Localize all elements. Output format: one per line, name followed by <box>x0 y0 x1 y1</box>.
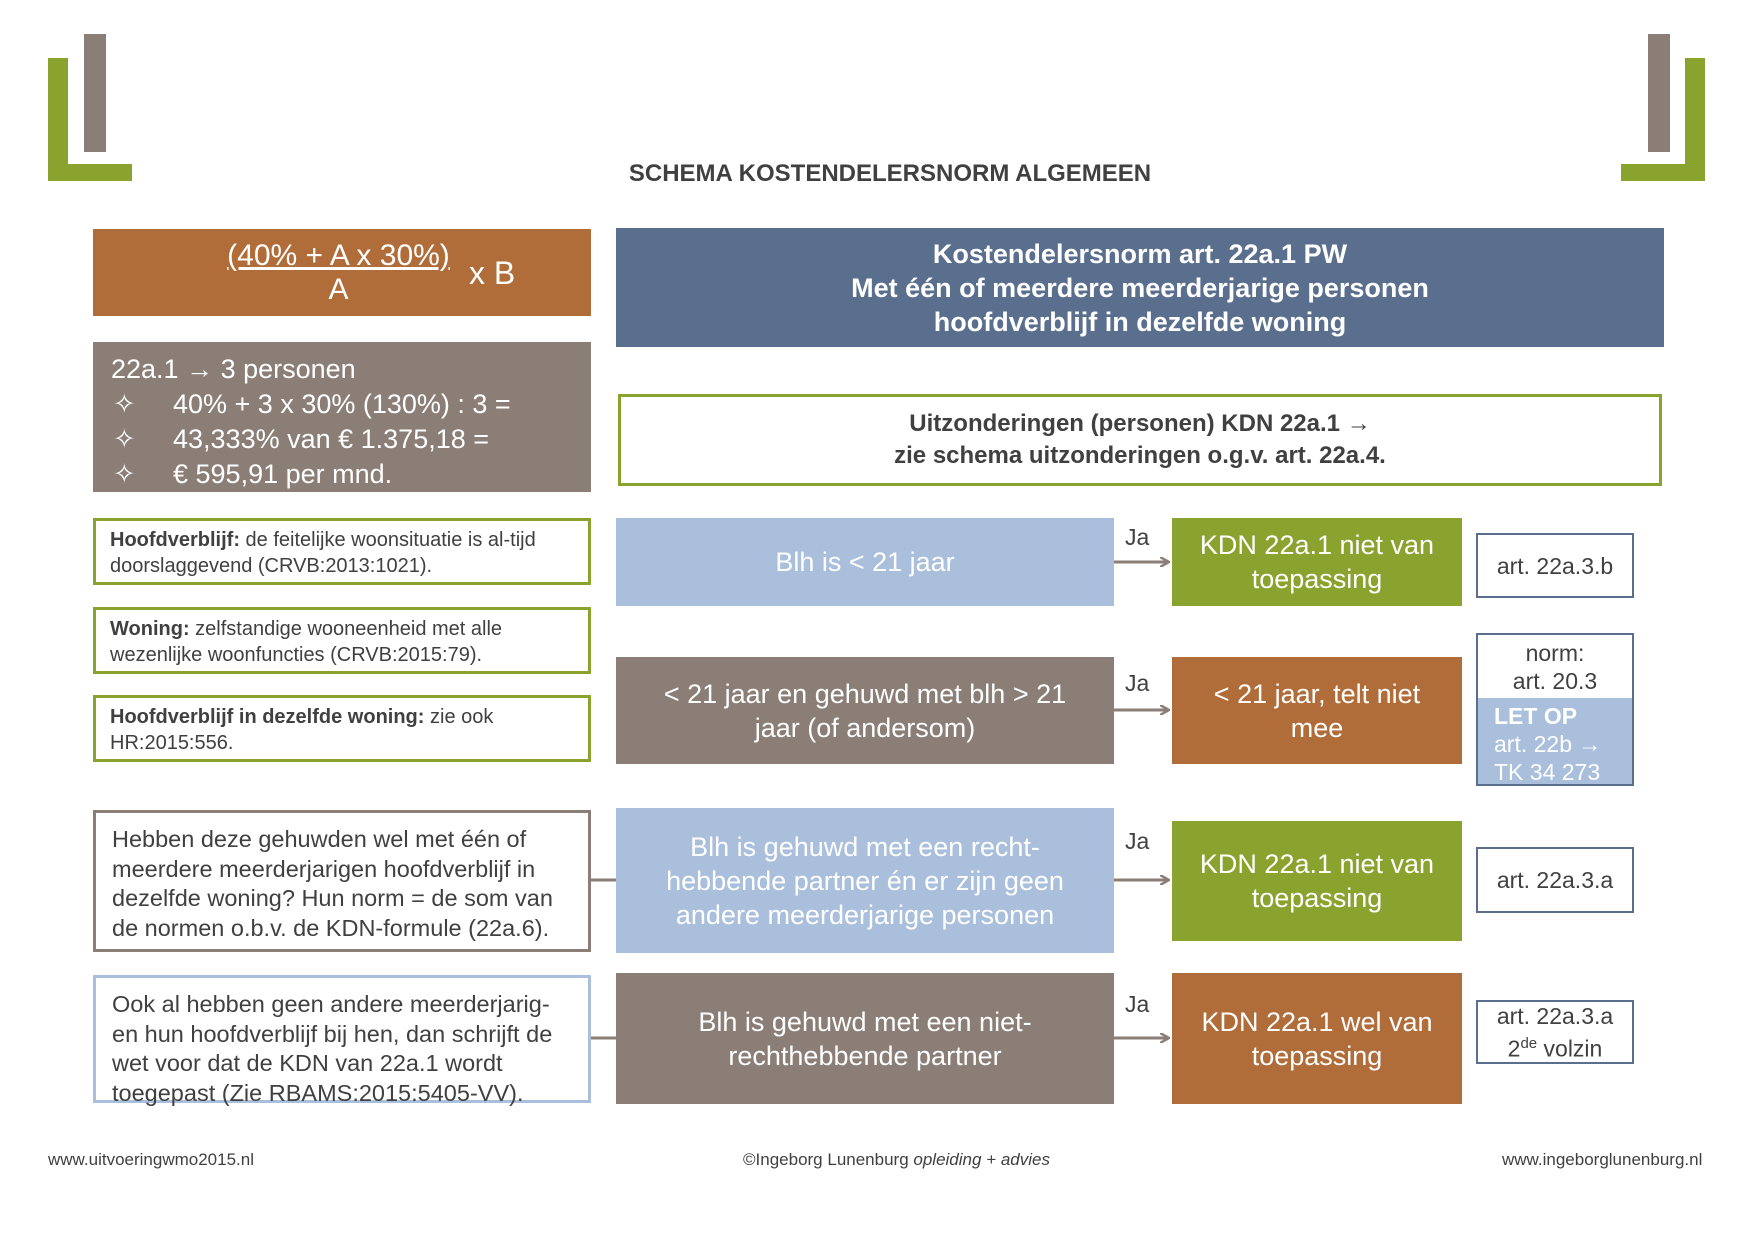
article-reference: art. 22a.3.b <box>1476 533 1634 598</box>
condition-box: Blh is gehuwd met een recht-hebbende partner én er zijn geen andere meerderjarige personen <box>616 808 1114 953</box>
answer-label: Ja <box>1125 524 1150 550</box>
result-box: KDN 22a.1 wel van toepassing <box>1172 973 1462 1104</box>
footer-right-url: www.ingeborglunenburg.nl <box>1502 1150 1703 1169</box>
condition-box: Blh is gehuwd met een niet-rechthebbende partner <box>616 973 1114 1104</box>
example-item: ✧ 43,333% van € 1.375,18 = <box>111 422 591 457</box>
footer-copyright: ©Ingeborg Lunenburg opleiding + advies <box>743 1150 1050 1169</box>
formula-numerator: (40% + A x 30%) <box>227 239 450 272</box>
star-bullet-icon: ✧ <box>113 424 136 454</box>
result-box: KDN 22a.1 niet van toepassing <box>1172 821 1462 941</box>
page-title: SCHEMA KOSTENDELERSNORM ALGEMEEN <box>628 160 1152 187</box>
star-bullet-icon: ✧ <box>113 459 136 489</box>
definition-hoofdverblijf: Hoofdverblijf: de feitelijke woonsituatie is al-tijd doorslaggevend (CRVB:2013:1021). <box>93 518 591 585</box>
footer-left-url: www.uitvoeringwmo2015.nl <box>48 1150 254 1169</box>
example-item: ✧ 40% + 3 x 30% (130%) : 3 = <box>111 387 591 422</box>
example-item: ✧ € 595,91 per mnd. <box>111 457 591 492</box>
note-gehuwden: Hebben deze gehuwden wel met één of meerdere meerderjarigen hoofdverblijf in dezelfde woning? Hun norm = de som van de normen o.b.v. de KDN-formule (22a.6). <box>93 810 591 952</box>
answer-label: Ja <box>1125 991 1150 1017</box>
note-wet: Ook al hebben geen andere meerderjarig-en hun hoofdverblijf bij hen, dan schrijft de wet voor dat de KDN van 22a.1 wordt toegepast (Zie RBAMS:2015:5405-VV). <box>93 975 591 1103</box>
exceptions-box: Uitzonderingen (personen) KDN 22a.1 → zie schema uitzonderingen o.g.v. art. 22a.4. <box>618 394 1662 486</box>
definition-hoofdverblijf-dezelfde-woning: Hoofdverblijf in dezelfde woning: zie ook HR:2015:556. <box>93 695 591 762</box>
article-reference: art. 22a.3.a <box>1476 847 1634 913</box>
condition-box: Blh is < 21 jaar <box>616 518 1114 606</box>
header-kostendelersnorm: Kostendelersnorm art. 22a.1 PW Met één of meerdere meerderjarige personen hoofdverblijf in dezelfde woning <box>616 228 1664 347</box>
condition-box: < 21 jaar en gehuwd met blh > 21 jaar (of andersom) <box>616 657 1114 764</box>
answer-label: Ja <box>1125 828 1150 854</box>
result-box: < 21 jaar, telt niet mee <box>1172 657 1462 764</box>
formula-denominator: A <box>328 273 349 306</box>
answer-label: Ja <box>1125 670 1150 696</box>
result-box: KDN 22a.1 niet van toepassing <box>1172 518 1462 606</box>
formula-box <box>93 229 591 316</box>
example-calculation <box>93 342 591 492</box>
formula-fraction <box>221 239 456 307</box>
formula-multiplier: x B <box>469 255 516 291</box>
star-bullet-icon: ✧ <box>113 389 136 419</box>
article-reference: art. 22a.3.a 2de volzin <box>1476 1000 1634 1064</box>
definition-woning: Woning: zelfstandige wooneenheid met alle wezenlijke woonfuncties (CRVB:2015:79). <box>93 607 591 674</box>
example-line: 22a.1 → 3 personen <box>111 354 356 384</box>
article-reference: norm: art. 20.3 <box>1476 633 1634 700</box>
let-op-note: LET OP art. 22b → TK 34 273 <box>1476 698 1634 786</box>
